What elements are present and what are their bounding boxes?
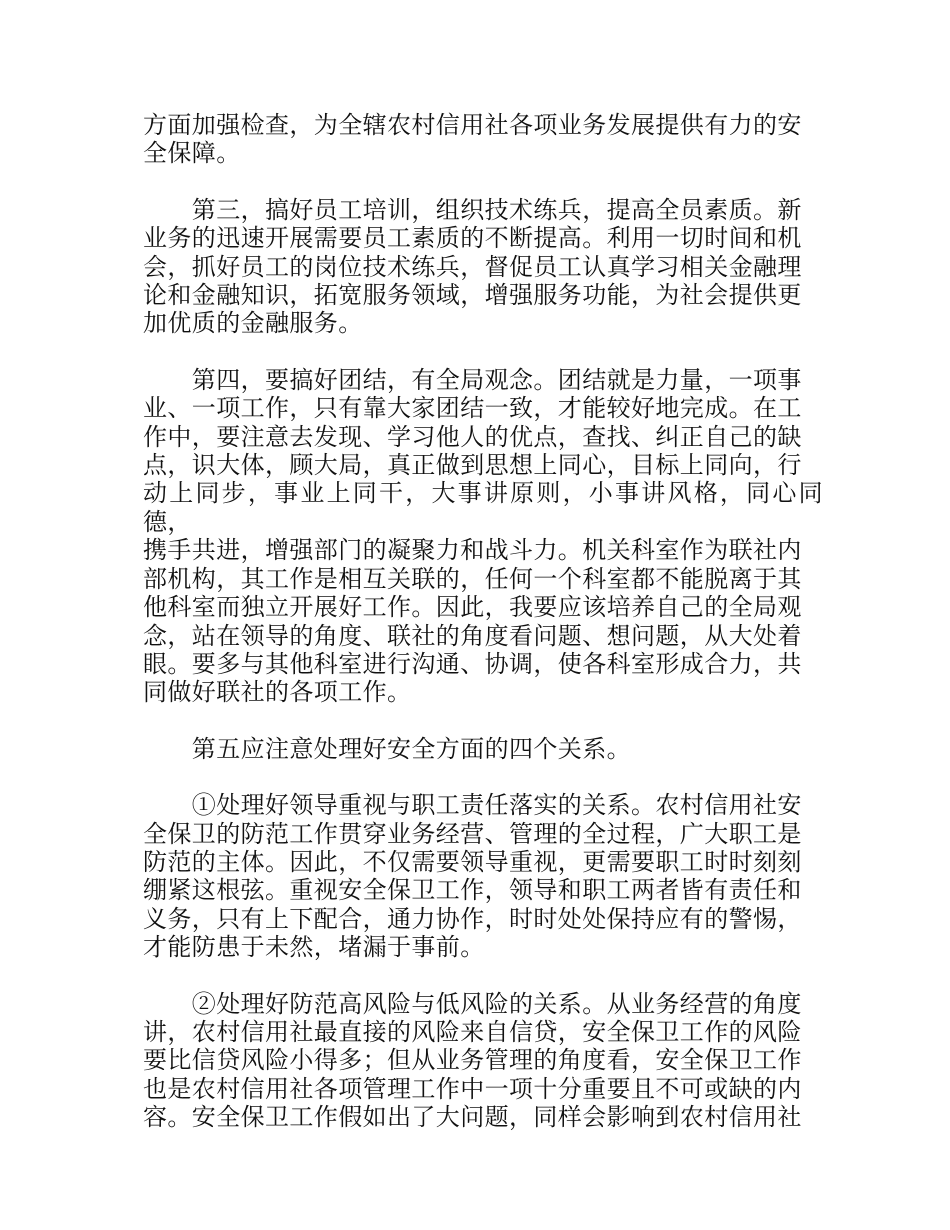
paragraph-relation-1: ①处理好领导重视与职工责任落实的关系。农村信用社安 全保卫的防范工作贯穿业务经营、管理的全过程，广大职工是 防范的主体。因此，不仅需要领导重视，更需要职工时时刻刻 绷紧这根弦。重视安全保卫工作，领导和职工两者皆有责任和 义务，只有上下配合，通力协作，时时处处保持应有的警惕， 才能防患于未然，堵漏于事前。 [143,791,802,962]
paragraph-staff-training: 第三，搞好员工培训，组织技术练兵，提高全员素质。新 业务的迅速开展需要员工素质的不断提高。利用一切时间和机 会，抓好员工的岗位技术练兵，督促员工认真学习相关金融理 论和金融知识，拓宽服务领域，增强服务功能，为社会提供更 加优质的金融服务。 [143,195,802,338]
paragraph-four-relations: 第五应注意处理好安全方面的四个关系。 [143,734,631,763]
paragraph-relation-2: ②处理好防范高风险与低风险的关系。从业务经营的角度 讲，农村信用社最直接的风险来自信贷，安全保卫工作的风险 要比信贷风险小得多；但从业务管理的角度看，安全保卫工作 也是农村信用社各项管理工作中一项十分重要且不可或缺的内 容。安全保卫工作假如出了大问题，同样会影响到农村信用社 [143,989,802,1132]
paragraph-unity: 第四，要搞好团结，有全局观念。团结就是力量，一项事 业、一项工作，只有靠大家团结一致，才能较好地完成。在工 作中，要注意去发现、学习他人的优点，查找、纠正自己的缺 点，识大体，顾大局，真正做到思想上同心，目标上同向，行 动上同步，事业上同干，大事讲原则，小事讲风格，同心同德， 携手共进，增强部门的凝聚力和战斗力。机关科室作为联社内 部机构，其工作是相互关联的，任何一个科室都不能脱离于其 他科室而独立开展好工作。因此，我要应该培养自己的全局观 念，站在领导的角度、联社的角度看问题、想问题，从大处着 眼。要多与其他科室进行沟通、协调，使各科室形成合力，共 同做好联社的各项工作。 [143,365,823,707]
paragraph-security-check: 方面加强检查，为全辖农村信用社各项业务发展提供有力的安 全保障。 [143,111,802,168]
document-body [143,111,823,1132]
